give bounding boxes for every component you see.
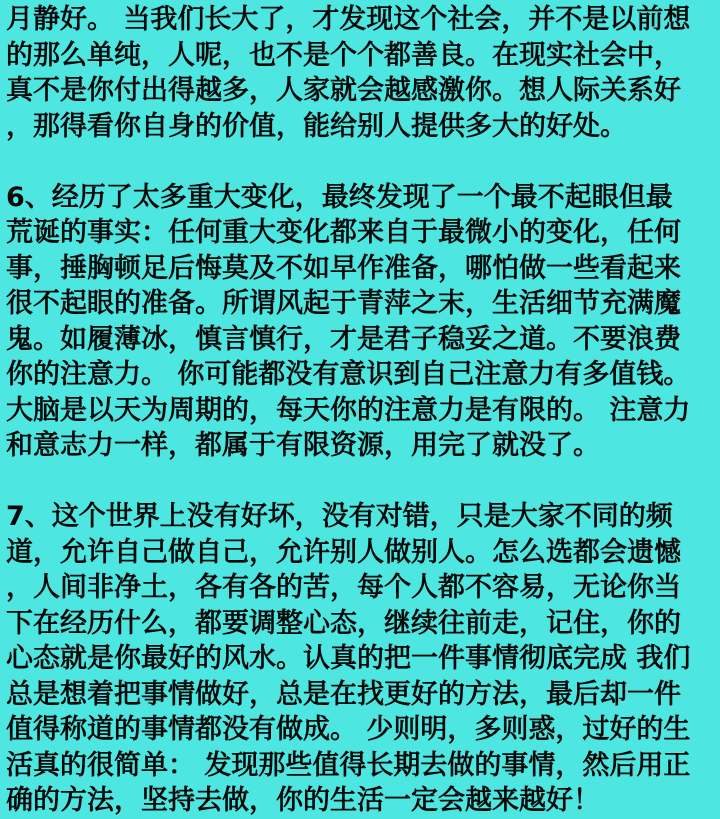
text-line: 鬼。如履薄冰，慎言慎行，才是君子稳妥之道。不要浪费 (6, 323, 681, 355)
text-line: 值得称道的事情都没有做成。 少则明，多则惑，过好的生 (6, 714, 691, 745)
paragraph-6 (6, 180, 718, 464)
text-line: 确的方法，坚持去做，你的生活一定会越来越好！ (6, 785, 600, 816)
paragraph-1 (6, 2, 718, 144)
text-line: 心态就是你最好的风水。认真的把一件事情彻底完成 我们 (6, 643, 691, 674)
text-line: 你的注意力。 你可能都没有意识到自己注意力有多值钱。 (6, 359, 691, 390)
text-line: 真不是你付出得越多，人家就会越感激你。想人际关系好 (6, 75, 681, 106)
paragraph-gap (6, 464, 718, 500)
text-line: 月静好。 当我们长大了，才发现这个社会，并不是以前想 (6, 4, 691, 35)
text-line: ，人间非净土，各有各的苦，每个人都不容易，无论你当 (6, 572, 681, 603)
text-line: 道，允许自己做自己，允许别人做别人。怎么选都会遗憾 (6, 536, 681, 568)
article-text (6, 2, 718, 819)
text-line: ，那得看你自身的价值，能给别人提供多大的好处。 (6, 110, 627, 142)
text-line: 很不起眼的准备。所谓风起于青萍之末，生活细节充满魔 (6, 288, 681, 319)
text-line: 7、这个世界上没有好坏，没有对错，只是大家不同的频 (6, 501, 673, 532)
text-line: 事，捶胸顿足后悔莫及不如早作准备，哪怕做一些看起来 (6, 252, 681, 284)
paragraph-7 (6, 499, 718, 819)
paragraph-gap (6, 144, 718, 180)
text-line: 荒诞的事实：任何重大变化都来自于最微小的变化，任何 (6, 217, 681, 248)
text-line: 大脑是以天为周期的，每天你的注意力是有限的。 注意力 (6, 394, 691, 426)
text-line: 活真的很简单： 发现那些值得长期去做的事情，然后用正 (6, 749, 691, 781)
text-line: 6、经历了太多重大变化，最终发现了一个最不起眼但最 (6, 181, 673, 213)
text-line: 下在经历什么，都要调整心态，继续往前走，记住，你的 (6, 607, 681, 639)
text-line: 和意志力一样，都属于有限资源，用完了就没了。 (6, 430, 600, 461)
text-line: 总是想着把事情做好，总是在找更好的方法，最后却一件 (6, 678, 681, 710)
text-line: 的那么单纯，人呢，也不是个个都善良。在现实社会中， (6, 39, 681, 71)
